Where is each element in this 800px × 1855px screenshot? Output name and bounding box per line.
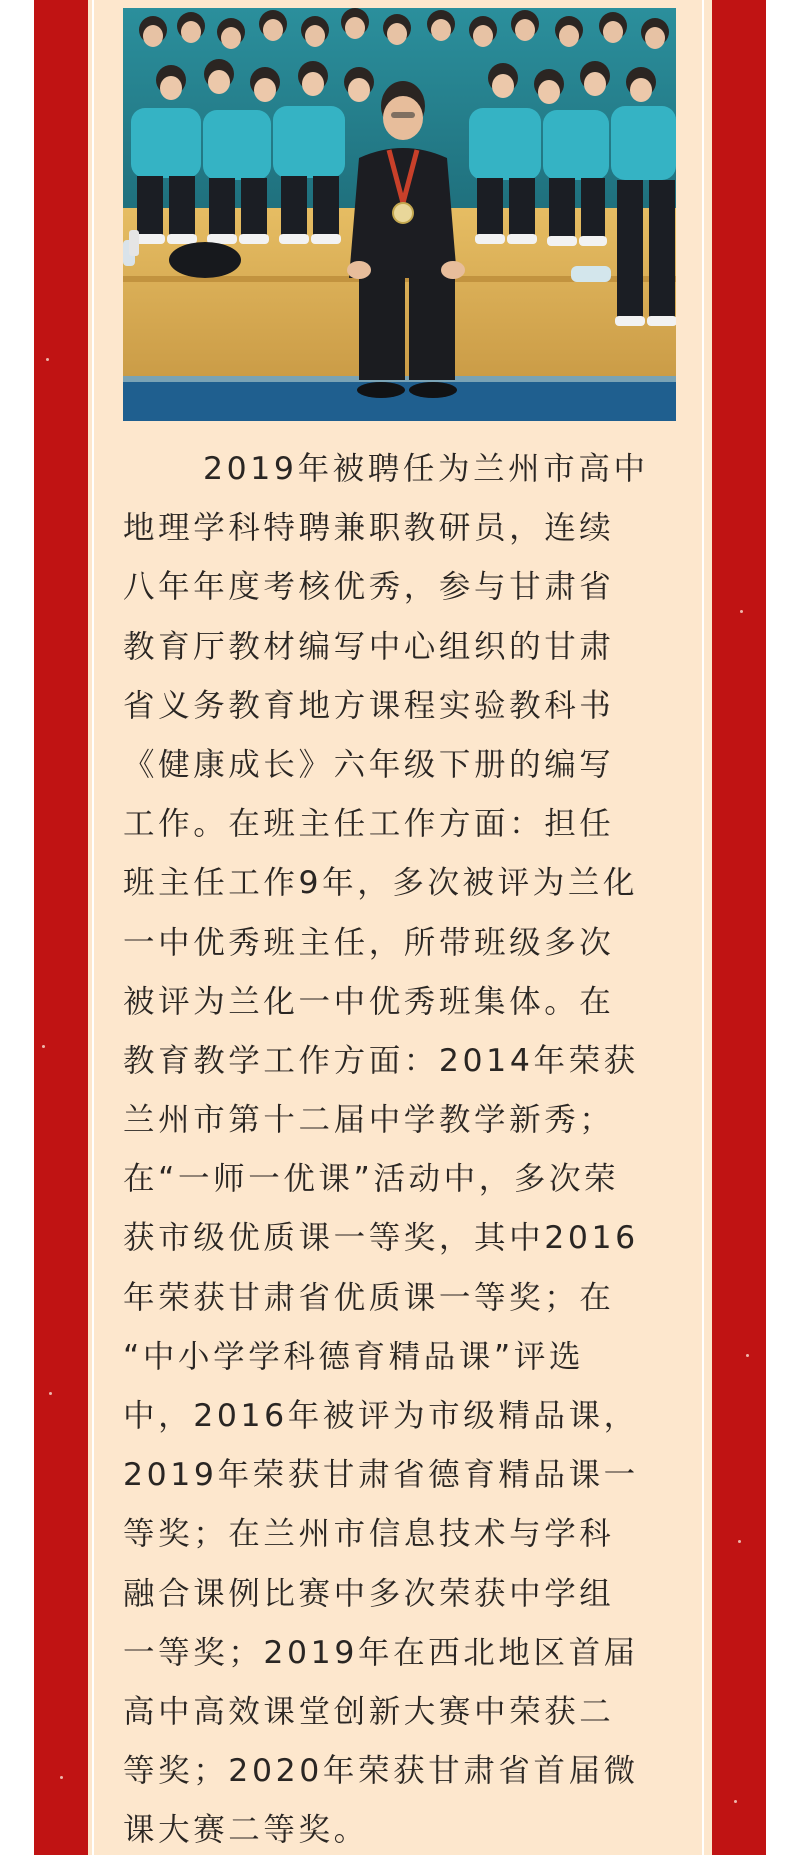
text-line: 省义务教育地方课程实验教科书 bbox=[123, 687, 615, 724]
text-line: 2019年被聘任为兰州市高中 bbox=[203, 451, 649, 487]
text-line: 中，2016年被评为市级精品课， bbox=[123, 1398, 639, 1434]
text-line: 2019年荣获甘肃省德育精品课一 bbox=[123, 1457, 639, 1494]
text-line: 被评为兰化一中优秀班集体。在 bbox=[123, 983, 615, 1020]
text-line: 在“一师一优课”活动中，多次荣 bbox=[123, 1161, 620, 1198]
article-body bbox=[123, 440, 675, 1855]
text-line: 获市级优质课一等奖，其中2016 bbox=[123, 1220, 639, 1257]
text-line: 高中高效课堂创新大赛中荣获二 bbox=[123, 1693, 615, 1730]
text-line: 一中优秀班主任，所带班级多次 bbox=[123, 924, 615, 961]
text-line: 班主任工作9年，多次被评为兰化 bbox=[123, 865, 639, 902]
text-line: 地理学科特聘兼职教研员，连续 bbox=[123, 510, 615, 547]
text-line: 融合课例比赛中多次荣获中学组 bbox=[123, 1575, 615, 1612]
text-line: 工作。在班主任工作方面：担任 bbox=[123, 806, 615, 843]
text-line: 课大赛二等奖。 bbox=[123, 1812, 369, 1849]
text-line: 《健康成长》六年级下册的编写 bbox=[123, 746, 615, 783]
text-line: 一等奖；2019年在西北地区首届 bbox=[123, 1634, 639, 1671]
text-line: 八年年度考核优秀，参与甘肃省 bbox=[123, 569, 615, 606]
text-line: “中小学学科德育精品课”评选 bbox=[123, 1338, 585, 1375]
group-photo bbox=[123, 8, 676, 421]
text-line: 教育厅教材编写中心组织的甘肃 bbox=[123, 628, 615, 665]
text-line: 年荣获甘肃省优质课一等奖；在 bbox=[123, 1279, 615, 1316]
text-line: 兰州市第十二届中学教学新秀； bbox=[123, 1102, 615, 1139]
text-line: 等奖；在兰州市信息技术与学科 bbox=[123, 1516, 615, 1553]
text-line: 教育教学工作方面：2014年荣获 bbox=[123, 1042, 639, 1079]
text-line: 等奖；2020年荣获甘肃省首届微 bbox=[123, 1753, 639, 1790]
